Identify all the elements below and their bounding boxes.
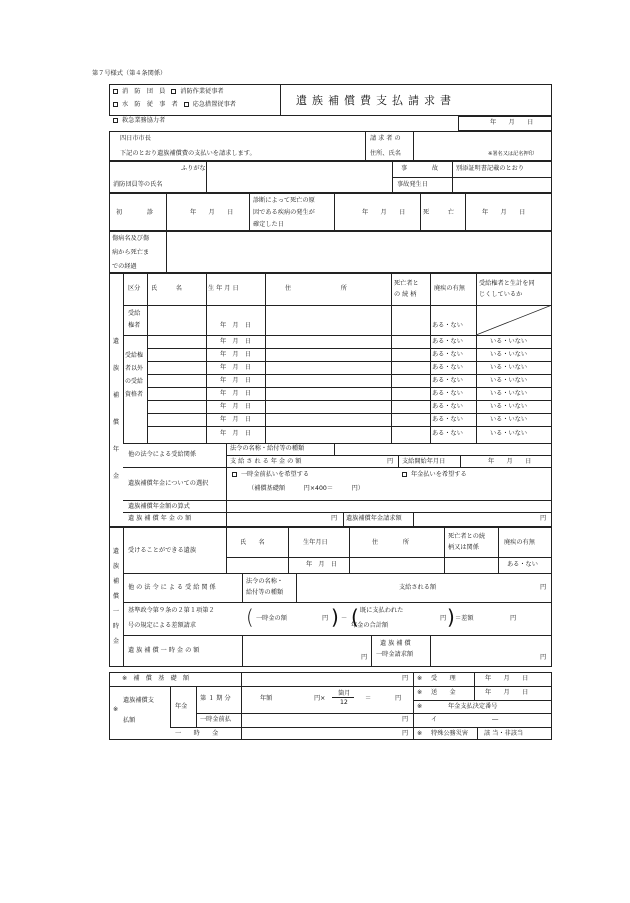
- form-title: 遺族補償費支払請求書: [296, 94, 456, 107]
- pension-section-label: 遺 族 補 償 年 金: [112, 338, 120, 480]
- yen: 円: [540, 515, 547, 522]
- lump-label: 一 時 金: [175, 730, 219, 737]
- pay-amount-1: 遺族補償支: [123, 697, 154, 704]
- illness-3: での経過: [112, 263, 137, 270]
- yen: 円: [510, 615, 517, 622]
- heir-label: 受けることができる遺族: [128, 547, 197, 554]
- lump-claim-1: 遺 族 補 償: [380, 640, 411, 647]
- row-live[interactable]: いる・いない: [490, 430, 528, 437]
- checkbox[interactable]: [113, 102, 118, 107]
- pension-label: 年金: [175, 703, 188, 710]
- already-paid-1: 既に支払われた: [360, 607, 404, 614]
- lump-other-law-name-2: 給付等の種類: [246, 589, 284, 596]
- first-exam-date[interactable]: 年 月 日: [190, 209, 234, 216]
- row-dob[interactable]: 年 月 日: [220, 416, 251, 423]
- diagonal-line: [476, 305, 552, 335]
- row-live[interactable]: いる・いない: [490, 351, 528, 358]
- equals: ＝: [365, 695, 372, 702]
- yen: 円: [361, 654, 368, 661]
- row-disability[interactable]: ある・ない: [432, 338, 463, 345]
- checkbox[interactable]: [232, 472, 237, 477]
- death-label: 死 亡: [423, 209, 454, 216]
- illness-2: 病から死亡ま: [112, 249, 150, 256]
- illness-1: 傷病名及び傷: [112, 235, 150, 242]
- yen: 円: [387, 458, 394, 465]
- office-mark: ※: [417, 730, 423, 737]
- row-disability[interactable]: ある・ない: [432, 377, 463, 384]
- col-name: 氏 名: [151, 285, 182, 292]
- lump-col-disability: 廃疾の有無: [504, 539, 535, 546]
- already-paid-2: 年金の合計額: [351, 622, 389, 629]
- office-mark: ※: [417, 689, 423, 696]
- row-dob[interactable]: 年 月 日: [220, 430, 251, 437]
- office-mark: ※: [417, 675, 423, 682]
- pay-start-date[interactable]: 年 月 日: [488, 458, 532, 465]
- col-dob: 生 年 月 日: [208, 285, 239, 292]
- cert-no-label: 年金支払決定番号: [448, 703, 498, 710]
- bracket-open: (: [351, 605, 359, 629]
- base-formula: （補償基礎額 円×400＝ 円）: [248, 485, 364, 492]
- office-mark: ※: [417, 703, 423, 710]
- illness-box: [109, 231, 552, 273]
- row-live[interactable]: いる・いない: [490, 364, 528, 371]
- lump-col-addr: 住 所: [372, 539, 410, 546]
- calc-formula-label: 遺族補償年金額の算式: [128, 503, 190, 510]
- claimant-of: 請 求 者 の: [370, 135, 401, 142]
- office-base-label: ※ 補 償 基 礎 額: [122, 675, 190, 682]
- diag-text-1: 診断によって死亡の原: [253, 197, 315, 204]
- checkbox[interactable]: [113, 89, 118, 94]
- period-label: 第 １ 期 分: [200, 695, 231, 702]
- row-disability[interactable]: ある・ない: [432, 416, 463, 423]
- row-disability[interactable]: ある・ない: [432, 390, 463, 397]
- lump-col-rel-1: 死亡者との続: [448, 533, 486, 540]
- accident-note: 別添証明書記載のとおり: [456, 165, 525, 172]
- addressee: 四日市市長: [120, 135, 151, 142]
- advance-label: 一時金前払: [200, 716, 231, 723]
- row-live[interactable]: いる・いない: [490, 390, 528, 397]
- yen: 円: [402, 675, 409, 682]
- request-text: 下記のとおり遺族補償費の支払いを請求します。: [120, 150, 256, 157]
- seal-note: ※署名又は記名押印: [488, 151, 534, 157]
- received-date[interactable]: 年 月 日: [485, 675, 529, 682]
- col-rel-1: 死亡者と: [394, 280, 419, 287]
- col-live-1: 受給権者と生計を同: [479, 280, 535, 287]
- row-live[interactable]: いる・いない: [490, 338, 528, 345]
- lump-amount-label: 一時金の額: [256, 615, 287, 622]
- row-disability[interactable]: ある・ない: [432, 364, 463, 371]
- twelve: 12: [340, 699, 348, 706]
- death-date[interactable]: 年 月 日: [482, 209, 526, 216]
- row-disability[interactable]: ある・ない: [432, 351, 463, 358]
- months-label: 箇月: [338, 690, 351, 697]
- minus: －: [341, 615, 348, 622]
- opt-pension[interactable]: 年金払いを希望する: [402, 472, 467, 478]
- office-mark: ※: [113, 706, 119, 713]
- claimant-type-1[interactable]: 消 防 団 員 消防作業従事者: [113, 89, 224, 95]
- recipient-disability[interactable]: ある・ない: [432, 322, 463, 329]
- accident-date-label: 事故発生日: [397, 181, 428, 188]
- form-number: 第７号様式（第４条関係）: [92, 70, 167, 77]
- yen: 円: [331, 515, 338, 522]
- row-dob[interactable]: 年 月 日: [220, 390, 251, 397]
- dash: ―: [492, 716, 499, 723]
- sent-date[interactable]: 年 月 日: [485, 689, 529, 696]
- diag-text-2: 因である疾病の発生が: [253, 209, 315, 216]
- lump-choice-label: 遺族補償年金についての選択: [128, 480, 209, 487]
- paid-amount-label: 支 給 さ れ る 年 金 の 額: [230, 458, 302, 465]
- times: 円×: [314, 695, 326, 702]
- yen: 円: [540, 654, 547, 661]
- lump-col-rel-2: 柄又は関係: [448, 544, 479, 551]
- date-label: 年 月 日: [490, 119, 534, 126]
- col-addr: 住 所: [285, 285, 347, 292]
- lump-col-name: 氏 名: [240, 539, 265, 546]
- lump-dob[interactable]: 年 月 日: [306, 561, 337, 568]
- row-dob[interactable]: 年 月 日: [220, 377, 251, 384]
- other-law-label: 他の法令による受給関係: [128, 451, 197, 458]
- col-div: 区分: [128, 285, 141, 292]
- received-label: 受 理: [431, 675, 456, 682]
- yen: 円: [540, 584, 547, 591]
- col-disability: 廃疾の有無: [434, 285, 465, 292]
- row-live[interactable]: いる・いない: [490, 377, 528, 384]
- lump-section-label: 遺 族 補 償 一 時 金: [112, 548, 120, 645]
- lump-col-dob: 生年月日: [303, 539, 328, 546]
- opt-lump[interactable]: 一時金前払いを希望する: [232, 472, 309, 478]
- lump-disability[interactable]: ある・ない: [507, 561, 538, 568]
- sent-label: 送 金: [431, 689, 456, 696]
- lump-amount-total-label: 遺 族 補 償 一 時 金 の 額: [128, 647, 200, 654]
- row-disability[interactable]: ある・ない: [432, 430, 463, 437]
- recipient-2: 権者: [128, 322, 141, 329]
- recipient-1: 受給: [128, 310, 141, 317]
- furigana: ふりがな: [181, 165, 206, 172]
- row-live[interactable]: いる・いない: [490, 416, 528, 423]
- first-exam-label: 初 診: [116, 209, 154, 216]
- other-law-name: 法令の名称・給付等の種類: [230, 445, 305, 452]
- member-name-label: 消防団員等の氏名: [113, 181, 163, 188]
- checkbox[interactable]: [113, 118, 118, 123]
- claimant-address: 住所、氏名: [370, 150, 401, 157]
- lump-other-law-name-1: 法令の名称・: [246, 578, 284, 585]
- claim-amount-label: 遺族補償年金請求額: [346, 515, 402, 522]
- yen: 円: [440, 615, 447, 622]
- rule-1: 基準政令第９条の２第１項第２: [128, 607, 215, 614]
- bracket-close: ): [447, 605, 455, 629]
- col-live-2: じくしているか: [479, 291, 523, 298]
- claimant-type-2[interactable]: 水 防 従 事 者 応急措置従事者: [113, 102, 236, 108]
- yen: 円: [402, 716, 409, 723]
- pay-amount-2: 払額: [123, 717, 136, 724]
- row-dob[interactable]: 年 月 日: [220, 338, 251, 345]
- diag-date[interactable]: 年 月 日: [362, 209, 406, 216]
- row-disability[interactable]: ある・ない: [432, 403, 463, 410]
- lump-other-law-label: 他 の 法 令 に よ る 受 給 関 係: [128, 584, 216, 591]
- lump-claim-2: 一時金請求額: [376, 651, 414, 658]
- col-rel-2: の 続 柄: [394, 291, 417, 298]
- yen: 円: [395, 695, 402, 702]
- applicable-choice[interactable]: 該 当・非該当: [484, 730, 524, 737]
- other-recipients-label: 受給権 者以外 の受給 資格者: [125, 352, 144, 398]
- diff-label: ＝差額: [455, 615, 474, 622]
- yen: 円: [322, 615, 329, 622]
- claimant-type-3[interactable]: 救急業務協力者: [113, 118, 165, 124]
- pay-start-label: 支給開始年月日: [402, 458, 446, 465]
- rule-2: 号の規定による差額請求: [128, 622, 197, 629]
- annual-label: 年額: [260, 695, 273, 702]
- bracket-open: (: [246, 605, 254, 629]
- diag-text-3: 確定した日: [253, 221, 284, 228]
- accident-label: 事 故: [401, 165, 439, 172]
- checkbox[interactable]: [184, 102, 189, 107]
- recipient-dob[interactable]: 年 月 日: [220, 322, 251, 329]
- i-label: イ: [431, 716, 438, 723]
- yen: 円: [402, 730, 409, 737]
- checkbox[interactable]: [171, 89, 176, 94]
- checkbox[interactable]: [402, 472, 407, 477]
- special-label: 特殊公務災害: [431, 730, 469, 737]
- row-dob[interactable]: 年 月 日: [220, 364, 251, 371]
- row-dob[interactable]: 年 月 日: [220, 403, 251, 410]
- row-dob[interactable]: 年 月 日: [220, 351, 251, 358]
- bracket-close: ): [331, 605, 339, 629]
- lump-paid-label: 支給される額: [399, 584, 437, 591]
- row-live[interactable]: いる・いない: [490, 403, 528, 410]
- pension-amount-label: 遺 族 補 償 年 金 の 額: [128, 515, 192, 522]
